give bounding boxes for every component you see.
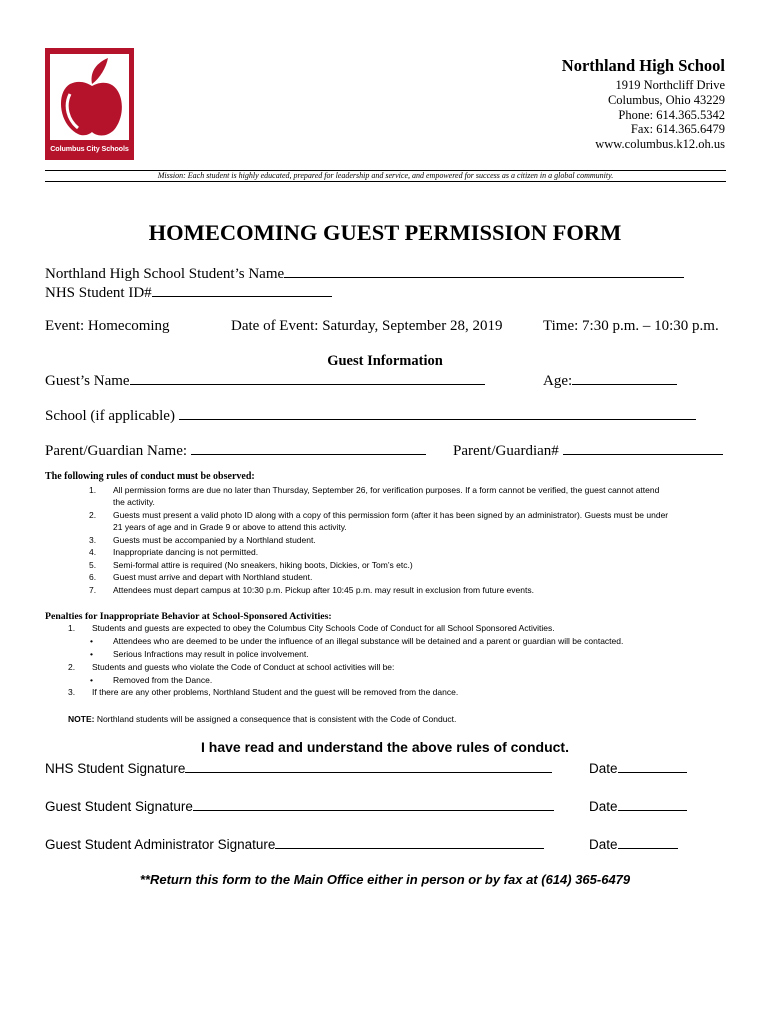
list-item bbox=[0, 546, 770, 559]
penalty-bullet: Serious Infractions may result in police involvement. bbox=[113, 649, 309, 659]
bullet-icon: • bbox=[90, 636, 93, 646]
penalty-number-1: 1. bbox=[68, 623, 76, 633]
guest-school-field[interactable] bbox=[45, 406, 696, 425]
rule-number: 1. bbox=[89, 485, 97, 495]
date-label: Date bbox=[589, 799, 618, 814]
penalty-number-2: 2. bbox=[68, 662, 76, 672]
return-instructions: **Return this form to the Main Office either in person or by fax at (614) 365-6479 bbox=[139, 872, 631, 887]
website[interactable]: www.columbus.k12.oh.us bbox=[595, 137, 725, 151]
school-name: Northland High School bbox=[561, 56, 725, 75]
fax: Fax: 614.365.6479 bbox=[630, 122, 725, 136]
penalty-bullet: Attendees who are deemed to be under the influence of an illegal substance will be detained and a parent or guardian will be contacted. bbox=[113, 636, 624, 646]
student-id-label: NHS Student ID# bbox=[45, 285, 152, 301]
bullet-icon: • bbox=[90, 675, 93, 685]
student-name-field[interactable] bbox=[45, 264, 684, 283]
rules-heading: The following rules of conduct must be observed: bbox=[45, 471, 255, 482]
bullet-icon: • bbox=[90, 649, 93, 659]
address-line-2: Columbus, Ohio 43229 bbox=[607, 93, 725, 107]
event-name: Event: Homecoming bbox=[45, 318, 170, 334]
admin-date-line[interactable] bbox=[618, 835, 678, 849]
event-date: Date of Event: Saturday, September 28, 2019 bbox=[231, 318, 503, 334]
acknowledgement-statement: I have read and understand the above rules of conduct. bbox=[201, 739, 569, 755]
admin-signature-line[interactable] bbox=[275, 835, 544, 849]
guest-date-field[interactable] bbox=[589, 797, 687, 814]
list-item bbox=[0, 484, 770, 510]
parent-name-field[interactable] bbox=[45, 441, 426, 460]
rule-text: All permission forms are due no later than Thursday, September 26, for verification purposes. If a form cannot be verified, the guest cannot attend bbox=[113, 485, 660, 495]
guest-age-line[interactable] bbox=[572, 371, 677, 385]
penalty-bullet: Removed from the Dance. bbox=[113, 675, 213, 685]
phone: Phone: 614.365.5342 bbox=[618, 108, 725, 122]
note-label: NOTE: bbox=[68, 714, 95, 724]
rule-text-continued: 21 years of age and in Grade 9 or above to attend this activity. bbox=[113, 522, 347, 533]
guest-signature-field[interactable] bbox=[45, 797, 554, 814]
list-item bbox=[0, 571, 770, 584]
guest-date-line[interactable] bbox=[618, 797, 687, 811]
penalty-number-3: 3. bbox=[68, 687, 76, 697]
apple-icon bbox=[50, 54, 129, 140]
admin-date-field[interactable] bbox=[589, 835, 678, 852]
parent-number-field[interactable] bbox=[453, 441, 723, 460]
admin-signature-label: Guest Student Administrator Signature bbox=[45, 837, 276, 852]
guest-age-label: Age: bbox=[543, 373, 573, 389]
rule-text: Guest must arrive and depart with Northland student. bbox=[113, 572, 313, 582]
guest-signature-line[interactable] bbox=[193, 797, 554, 811]
note-text: Northland students will be assigned a consequence that is consistent with the Code of Conduct. bbox=[94, 714, 457, 724]
rule-number: 7. bbox=[89, 585, 97, 595]
mission-statement: Mission: Each student is highly educated, prepared for leadership and service, and empowered for success as a citizen in a global community. bbox=[157, 171, 614, 180]
student-name-label: Northland High School Student’s Name bbox=[45, 266, 285, 282]
student-id-field[interactable] bbox=[45, 283, 332, 302]
guest-signature-label: Guest Student Signature bbox=[45, 799, 193, 814]
parent-name-line[interactable] bbox=[191, 441, 426, 455]
parent-number-line[interactable] bbox=[563, 441, 723, 455]
penalties-heading: Penalties for Inappropriate Behavior at School-Sponsored Activities: bbox=[45, 611, 332, 622]
apple-emblem bbox=[50, 54, 129, 140]
note bbox=[68, 713, 456, 725]
penalty-item-2: Students and guests who violate the Code of Conduct at school activities will be: bbox=[92, 662, 395, 672]
columbus-city-schools-logo bbox=[45, 48, 134, 160]
parent-name-label: Parent/Guardian Name: bbox=[45, 443, 191, 459]
guest-school-line[interactable] bbox=[179, 406, 696, 420]
date-label: Date bbox=[589, 837, 618, 852]
rule-text: Inappropriate dancing is not permitted. bbox=[113, 547, 259, 557]
guest-information-heading: Guest Information bbox=[327, 353, 443, 369]
rule-number: 6. bbox=[89, 572, 97, 582]
date-label: Date bbox=[589, 761, 618, 776]
guest-school-label: School (if applicable) bbox=[45, 408, 179, 424]
rule-text: Semi-formal attire is required (No sneakers, hiking boots, Dickies, or Tom’s etc.) bbox=[113, 560, 413, 570]
address-line-1: 1919 Northcliff Drive bbox=[615, 78, 725, 92]
guest-name-line[interactable] bbox=[130, 371, 485, 385]
rule-text: Guests must be accompanied by a Northland student. bbox=[113, 535, 316, 545]
student-name-line[interactable] bbox=[284, 264, 684, 278]
student-date-line[interactable] bbox=[618, 759, 687, 773]
header-divider-bottom bbox=[45, 181, 726, 182]
admin-signature-field[interactable] bbox=[45, 835, 544, 852]
logo-text: Columbus City Schools bbox=[50, 144, 129, 153]
list-item bbox=[0, 584, 770, 597]
event-time: Time: 7:30 p.m. – 10:30 p.m. bbox=[543, 318, 719, 334]
list-item bbox=[0, 509, 770, 535]
rule-text: Guests must present a valid photo ID along with a copy of this permission form (after it has been signed by an administrator). Guests must be under bbox=[113, 510, 669, 520]
rule-number: 4. bbox=[89, 547, 97, 557]
parent-number-label: Parent/Guardian# bbox=[453, 443, 563, 459]
penalty-item-1: Students and guests are expected to obey the Columbus City Schools Code of Conduct for all School Sponsored Activities. bbox=[92, 623, 555, 633]
rule-number: 5. bbox=[89, 560, 97, 570]
penalty-item-3: If there are any other problems, Northland Student and the guest will be removed from the dance. bbox=[92, 687, 459, 697]
form-title: HOMECOMING GUEST PERMISSION FORM bbox=[148, 220, 622, 245]
guest-name-field[interactable] bbox=[45, 371, 485, 390]
rule-number: 2. bbox=[89, 510, 97, 520]
rule-number: 3. bbox=[89, 535, 97, 545]
student-date-field[interactable] bbox=[589, 759, 687, 776]
rule-text-continued: the activity. bbox=[113, 497, 155, 508]
student-id-line[interactable] bbox=[152, 283, 332, 297]
student-signature-label: NHS Student Signature bbox=[45, 761, 186, 776]
rule-text: Attendees must depart campus at 10:30 p.m. Pickup after 10:45 p.m. may result in exclusion from future events. bbox=[113, 585, 534, 595]
guest-age-field[interactable] bbox=[543, 371, 677, 390]
guest-name-label: Guest’s Name bbox=[45, 373, 130, 389]
student-signature-field[interactable] bbox=[45, 759, 552, 776]
student-signature-line[interactable] bbox=[185, 759, 552, 773]
